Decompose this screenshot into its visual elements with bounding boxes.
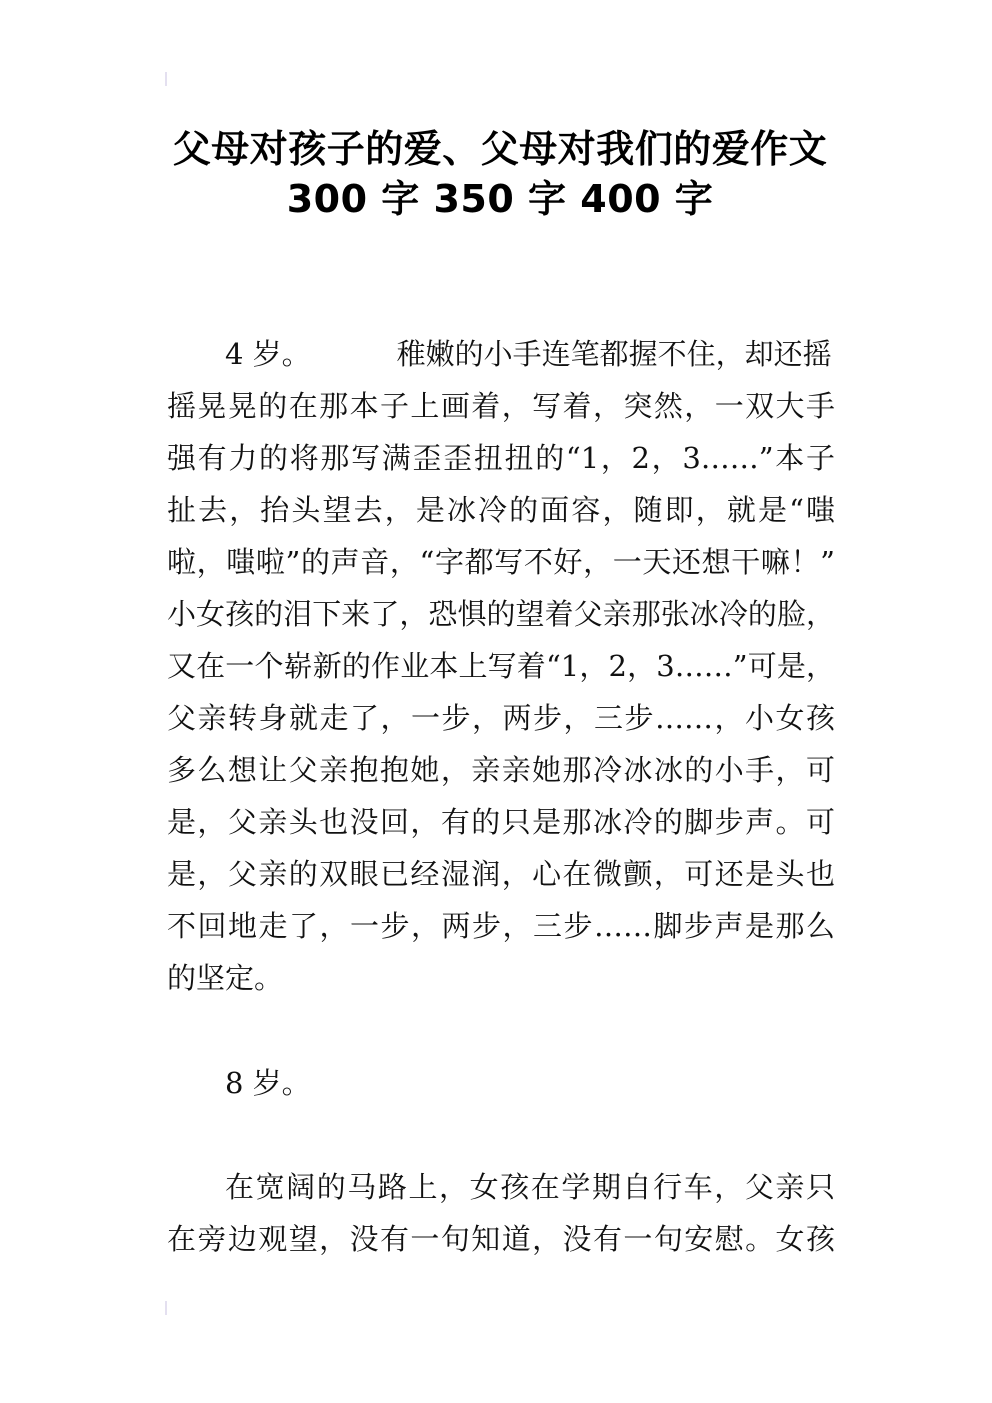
- paragraph-line: 是，父亲头也没回，有的只是那冰冷的脚步声。可: [167, 805, 835, 839]
- margin-mark-bottom: [165, 1301, 167, 1315]
- paragraph-age-4: [167, 328, 835, 1004]
- paragraph-age-8: [167, 1161, 835, 1265]
- paragraph-line: 在宽阔的马路上，女孩在学期自行车，父亲只: [225, 1170, 835, 1204]
- age-heading-8: [167, 1057, 835, 1109]
- paragraph-line: 4 岁。 稚嫩的小手连笔都握不住，却还摇: [225, 337, 832, 371]
- paragraph-line: 扯去，抬头望去，是冰冷的面容，随即，就是“嗤: [167, 493, 835, 527]
- document-title: [150, 124, 850, 224]
- paragraph-line: 是，父亲的双眼已经湿润，心在微颤，可还是头也: [167, 857, 835, 891]
- paragraph-line: 摇晃晃的在那本子上画着，写着，突然，一双大手: [167, 389, 835, 423]
- title-line-1: 父母对孩子的爱、父母对我们的爱作文: [172, 127, 828, 171]
- paragraph-line: 小女孩的泪下来了，恐惧的望着父亲那张冰冷的脸，: [167, 597, 835, 631]
- paragraph-line: 的坚定。: [167, 961, 284, 995]
- paragraph-line: 父亲转身就走了，一步，两步，三步……，小女孩: [167, 701, 835, 735]
- paragraph-line: 不回地走了，一步，两步，三步……脚步声是那么: [167, 909, 835, 943]
- margin-mark-top: [165, 72, 167, 86]
- paragraph-line: 多么想让父亲抱抱她，亲亲她那冷冰冰的小手，可: [167, 753, 835, 787]
- age-label: 8 岁。: [225, 1066, 311, 1100]
- paragraph-line: 强有力的将那写满歪歪扭扭的“1，2，3……”本子: [167, 441, 835, 475]
- paragraph-line: 又在一个崭新的作业本上写着“1，2，3……”可是，: [167, 649, 835, 683]
- age-label: 4 岁。: [225, 337, 311, 371]
- paragraph-line: 啦，嗤啦”的声音，“字都写不好，一天还想干嘛！”: [167, 545, 835, 579]
- paragraph-line: 在旁边观望，没有一句知道，没有一句安慰。女孩: [167, 1222, 835, 1256]
- title-line-2: 300 字 350 字 400 字: [286, 177, 714, 221]
